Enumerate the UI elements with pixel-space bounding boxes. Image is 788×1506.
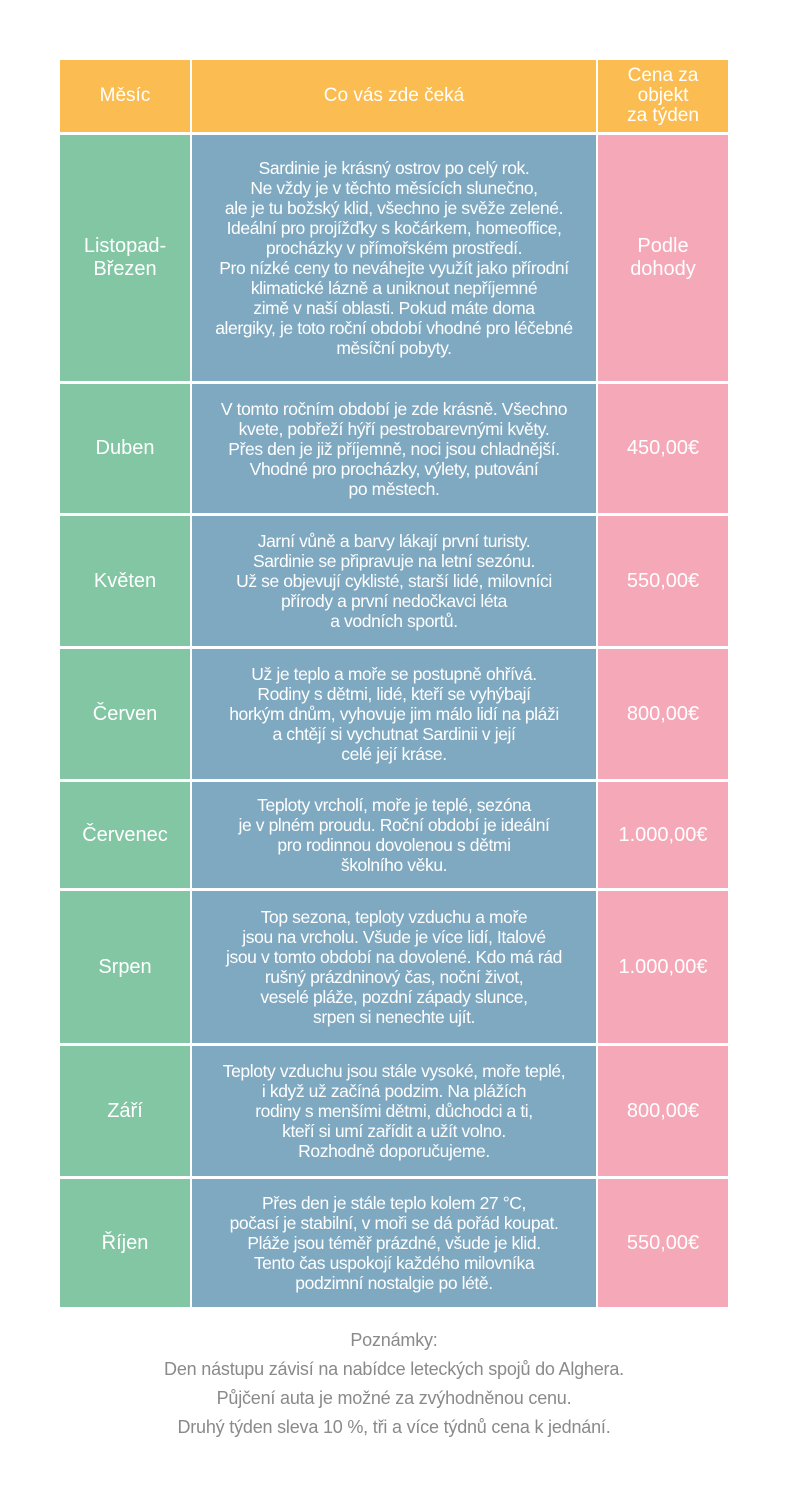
header-description: Co vás zde čeká [192,60,596,132]
row-description: Přes den je stále teplo kolem 27 °C, počasí je stabilní, v moři se dá pořád koupat. Pláže jsou téměř prázdné, všude je klid. Tento čas uspokojí každého milovníka podzimní nostalgie po létě. [192,1179,596,1307]
row-month: Srpen [60,891,190,1043]
notes-title: Poznámky: [350,1330,438,1350]
row-price: 550,00€ [598,516,728,646]
row-description: Top sezona, teploty vzduchu a moře jsou na vrcholu. Všude je více lidí, Italové jsou v tomto období na dovolené. Kdo má rád rušný prázdninový čas, noční život, veselé pláže, pozdní západy slunce, srpen si nenechte ujít. [192,891,596,1043]
row-description: V tomto ročním období je zde krásně. Všechno kvete, pobřeží hýří pestrobarevnými květy. Přes den je již příjemně, noci jsou chladnější. Vhodné pro procházky, výlety, putování po městech. [192,384,596,513]
row-price: 800,00€ [598,649,728,779]
row-price: 550,00€ [598,1179,728,1307]
pricing-table [60,60,728,1307]
row-month: Listopad- Březen [60,135,190,381]
row-description: Teploty vzduchu jsou stále vysoké, moře teplé, i když už začíná podzim. Na plážích rodiny s menšími dětmi, důchodci a ti, kteří si umí zařídit a užít volno. Rozhodně doporučujeme. [192,1046,596,1176]
notes-section [0,1326,788,1442]
notes-line: Půjčení auta je možné za zvýhodněnou cenu. [216,1388,572,1408]
row-month: Květen [60,516,190,646]
header-month: Měsíc [60,60,190,132]
row-price: 800,00€ [598,1046,728,1176]
row-price: Podle dohody [598,135,728,381]
row-month: Červen [60,649,190,779]
row-price: 1.000,00€ [598,782,728,888]
row-description: Teploty vrcholí, moře je teplé, sezóna je v plném proudu. Roční období je ideální pro rodinnou dovolenou s dětmi školního věku. [192,782,596,888]
row-month: Říjen [60,1179,190,1307]
notes-line: Druhý týden sleva 10 %, tři a více týdnů cena k jednání. [177,1417,611,1437]
row-description: Jarní vůně a barvy lákají první turisty. Sardinie se připravuje na letní sezónu. Už se objevují cyklisté, starší lidé, milovníci přírody a první nedočkavci léta a vodních sportů. [192,516,596,646]
row-month: Září [60,1046,190,1176]
row-price: 450,00€ [598,384,728,513]
row-month: Duben [60,384,190,513]
row-description: Sardinie je krásný ostrov po celý rok. Ne vždy je v těchto měsících slunečno, ale je tu božský klid, všechno je svěže zelené. Ideální pro projížďky s kočárkem, homeoffice, procházky v přímořském prostředí. Pro nízké ceny to neváhejte využít jako přírodní klimatické lázně a uniknout nepříjemné zimě v naší oblasti. Pokud máte doma alergiky, je toto roční období vhodné pro léčebné měsíční pobyty. [192,135,596,381]
notes-line: Den nástupu závisí na nabídce leteckých spojů do Alghera. [164,1359,624,1379]
header-price: Cena za objekt za týden [598,60,728,132]
row-description: Už je teplo a moře se postupně ohřívá. Rodiny s dětmi, lidé, kteří se vyhýbají horkým dnům, vyhovuje jim málo lidí na pláži a chtějí si vychutnat Sardinii v její celé její kráse. [192,649,596,779]
row-month: Červenec [60,782,190,888]
row-price: 1.000,00€ [598,891,728,1043]
